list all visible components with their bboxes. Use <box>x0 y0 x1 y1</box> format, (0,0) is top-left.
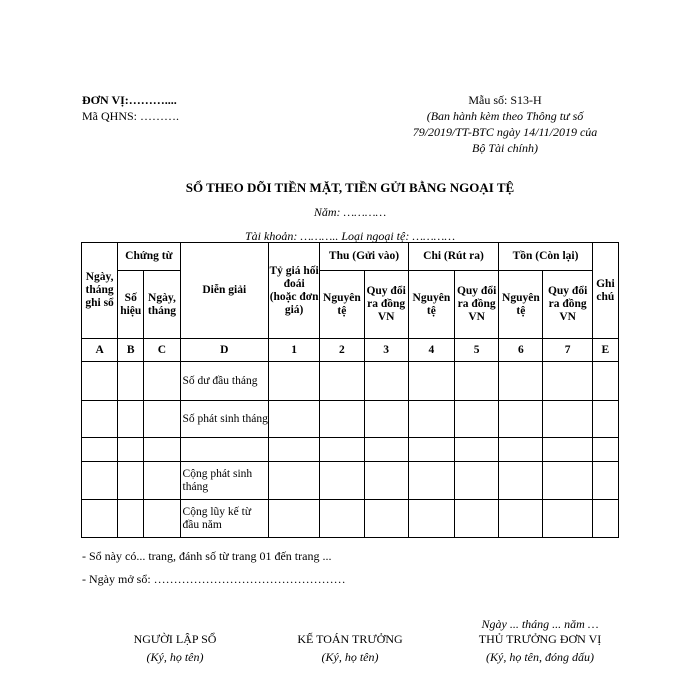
form-number: Mẫu số: S13-H <box>468 93 542 107</box>
chief-accountant-signature <box>270 630 430 666</box>
col-payments-original: Nguyên tệ <box>408 271 454 339</box>
col-exchange-rate: Tỷ giá hối đoái (hoặc đơn giá) <box>269 243 320 339</box>
chief-accountant-note: (Ký, họ tên) <box>321 650 379 664</box>
col-voucher-number: Số hiệu <box>118 271 144 339</box>
col-balance-original: Nguyên tệ <box>499 271 543 339</box>
col-payments: Chi (Rút ra) <box>408 243 499 271</box>
row-label-blank <box>180 438 268 462</box>
preparer-note: (Ký, họ tên) <box>146 650 204 664</box>
header-row-1 <box>82 243 619 271</box>
unit-name: ĐƠN VỊ:……….... <box>82 93 177 107</box>
code-cell: B <box>118 339 144 362</box>
head-signature <box>430 630 650 666</box>
col-payments-converted: Quy đổi ra đồng VN <box>455 271 499 339</box>
form-note-line-3: Bộ Tài chính) <box>472 141 538 155</box>
preparer-signature <box>95 630 255 666</box>
code-row <box>82 339 619 362</box>
table-row <box>82 401 619 438</box>
table-row <box>82 462 619 500</box>
col-description: Diễn giải <box>180 243 268 339</box>
header-row-2 <box>82 271 619 339</box>
col-notes: Ghi chú <box>592 243 618 339</box>
code-cell: A <box>82 339 118 362</box>
code-cell: D <box>180 339 268 362</box>
row-label-opening-balance: Số dư đầu tháng <box>180 362 268 401</box>
col-date-recorded: Ngày, tháng ghi sổ <box>82 243 118 339</box>
form-note-line-2: 79/2019/TT-BTC ngày 14/11/2019 của <box>412 125 598 139</box>
form-header <box>380 92 630 156</box>
signature-date-line: Ngày ... tháng ... năm … <box>481 617 599 631</box>
code-cell: 4 <box>408 339 454 362</box>
code-cell: 6 <box>499 339 543 362</box>
document-title: SỔ THEO DÕI TIỀN MẶT, TIỀN GỬI BẰNG NGOẠI TỆ <box>185 180 515 195</box>
preparer-title: NGƯỜI LẬP SỔ <box>133 632 217 646</box>
pages-note: - Sổ này có... trang, đánh số từ trang 01 đến trang ... <box>82 549 332 563</box>
table-row <box>82 500 619 538</box>
head-title: THỦ TRƯỞNG ĐƠN VỊ <box>478 632 602 646</box>
code-cell: C <box>144 339 180 362</box>
col-voucher-date: Ngày, tháng <box>144 271 180 339</box>
row-label-period-transactions: Số phát sinh tháng <box>180 401 268 438</box>
code-cell: 1 <box>269 339 320 362</box>
col-receipts: Thu (Gửi vào) <box>320 243 408 271</box>
row-label-period-total: Cộng phát sinh tháng <box>180 462 268 500</box>
col-receipts-original: Nguyên tệ <box>320 271 364 339</box>
code-cell: 5 <box>455 339 499 362</box>
col-balance-converted: Quy đổi ra đồng VN <box>543 271 592 339</box>
col-voucher: Chứng từ <box>118 243 180 271</box>
code-cell: E <box>592 339 618 362</box>
table-row <box>82 438 619 462</box>
col-balance: Tồn (Còn lại) <box>499 243 593 271</box>
code-cell: 7 <box>543 339 592 362</box>
form-note-line-1: (Ban hành kèm theo Thông tư số <box>426 109 584 123</box>
table-row <box>82 362 619 401</box>
chief-accountant-title: KẾ TOÁN TRƯỞNG <box>297 632 403 646</box>
code-cell: 2 <box>320 339 364 362</box>
document-account: Tài khoản: ……….. Loại ngoại tệ: ………… <box>244 229 456 243</box>
code-cell: 3 <box>364 339 408 362</box>
qhns-code: Mã QHNS: ………. <box>82 109 180 123</box>
col-receipts-converted: Quy đổi ra đồng VN <box>364 271 408 339</box>
ledger-table <box>81 242 619 538</box>
head-note: (Ký, họ tên, đóng dấu) <box>486 650 594 664</box>
unit-header <box>82 92 179 124</box>
document-year: Năm: ………… <box>313 205 387 219</box>
row-label-ytd-total: Cộng lũy kế từ đầu năm <box>180 500 268 538</box>
opened-date-note: - Ngày mở sổ: ………………………………………… <box>82 572 346 586</box>
